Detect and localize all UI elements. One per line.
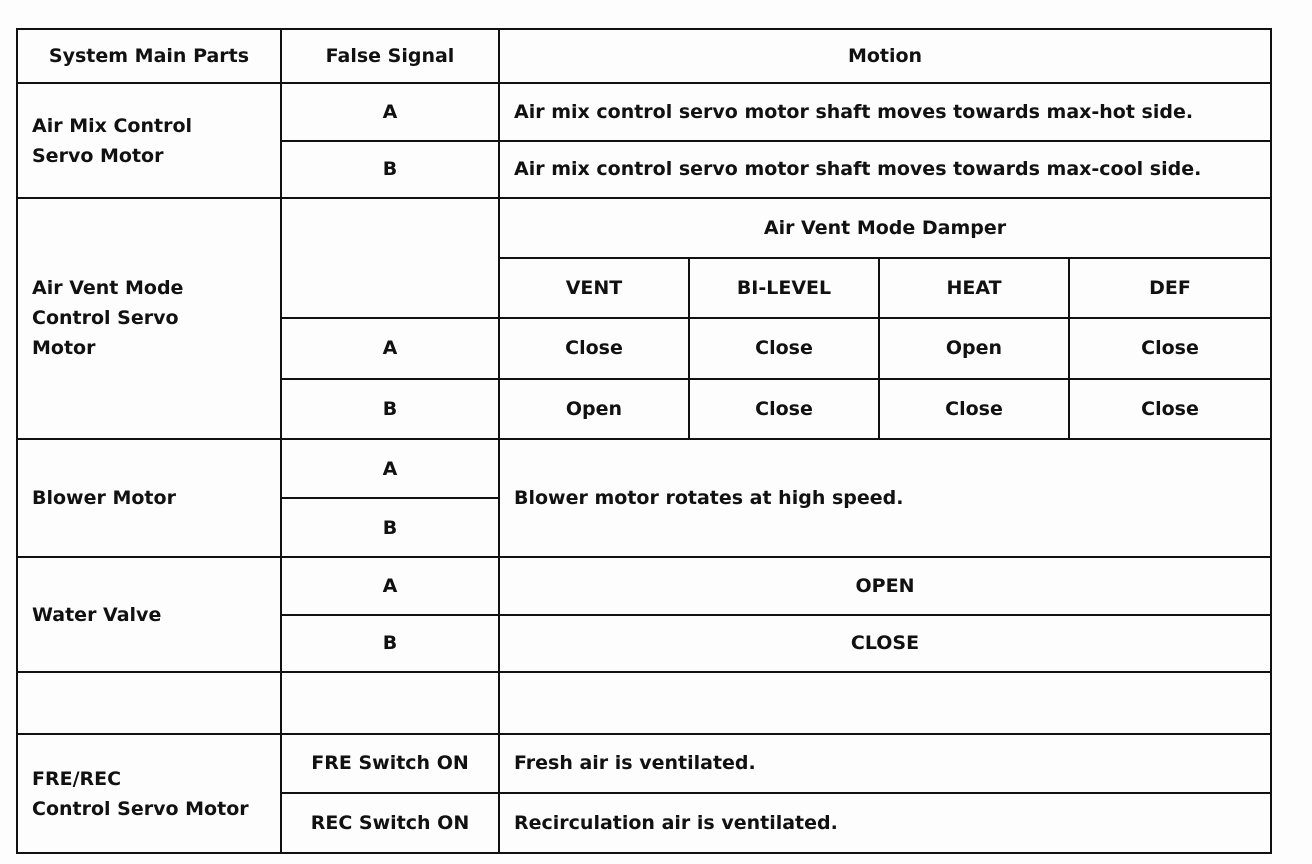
damper-state-cell: Close (689, 379, 879, 439)
blower-part-cell: Blower Motor (17, 439, 281, 558)
damper-state-cell: Close (499, 318, 689, 378)
empty-cell (499, 672, 1271, 734)
header-system-main-parts: System Main Parts (17, 29, 281, 83)
signal-cell: A (281, 318, 499, 378)
damper-state-cell: Close (1069, 318, 1271, 378)
empty-row (17, 672, 1271, 734)
part-label: Motor (32, 337, 96, 360)
signal-motion-table (16, 28, 1272, 854)
part-label: Air Mix Control (32, 114, 193, 137)
motion-cell: Air mix control servo motor shaft moves towards max-cool side. (499, 141, 1271, 198)
signal-cell-empty (281, 198, 499, 319)
mode-heat-header: HEAT (879, 258, 1069, 318)
signal-cell: A (281, 439, 499, 498)
signal-cell: B (281, 498, 499, 557)
water-valve-part-cell: Water Valve (17, 557, 281, 672)
part-label: Servo Motor (32, 144, 164, 167)
signal-cell: B (281, 141, 499, 198)
air-vent-part-cell (17, 198, 281, 439)
motion-cell: OPEN (499, 557, 1271, 614)
damper-state-cell: Open (499, 379, 689, 439)
signal-cell: A (281, 83, 499, 140)
part-label: FRE/REC (32, 767, 122, 790)
table-row (17, 83, 1271, 140)
fre-rec-part-cell (17, 734, 281, 853)
empty-cell (281, 672, 499, 734)
signal-cell: FRE Switch ON (281, 734, 499, 792)
mode-def-header: DEF (1069, 258, 1271, 318)
damper-state-cell: Close (689, 318, 879, 378)
signal-cell: REC Switch ON (281, 793, 499, 853)
mode-vent-header: VENT (499, 258, 689, 318)
motion-cell: Fresh air is ventilated. (499, 734, 1271, 792)
damper-title-cell: Air Vent Mode Damper (499, 198, 1271, 258)
header-row (17, 29, 1271, 83)
header-false-signal: False Signal (281, 29, 499, 83)
motion-cell: CLOSE (499, 615, 1271, 672)
table-row (17, 198, 1271, 258)
table-row (17, 734, 1271, 792)
damper-state-cell: Close (879, 379, 1069, 439)
damper-state-cell: Open (879, 318, 1069, 378)
part-label: Control Servo (32, 307, 179, 330)
motion-cell: Recirculation air is ventilated. (499, 793, 1271, 853)
mode-bi-level-header: BI-LEVEL (689, 258, 879, 318)
part-label: Control Servo Motor (32, 797, 249, 820)
motion-cell: Blower motor rotates at high speed. (499, 439, 1271, 558)
signal-cell: B (281, 379, 499, 439)
table-row (17, 557, 1271, 614)
motion-cell: Air mix control servo motor shaft moves towards max-hot side. (499, 83, 1271, 140)
empty-cell (17, 672, 281, 734)
signal-cell: B (281, 615, 499, 672)
signal-cell: A (281, 557, 499, 614)
table-row (17, 439, 1271, 498)
header-motion: Motion (499, 29, 1271, 83)
part-label: Air Vent Mode (32, 277, 184, 300)
air-mix-part-cell (17, 83, 281, 198)
damper-state-cell: Close (1069, 379, 1271, 439)
